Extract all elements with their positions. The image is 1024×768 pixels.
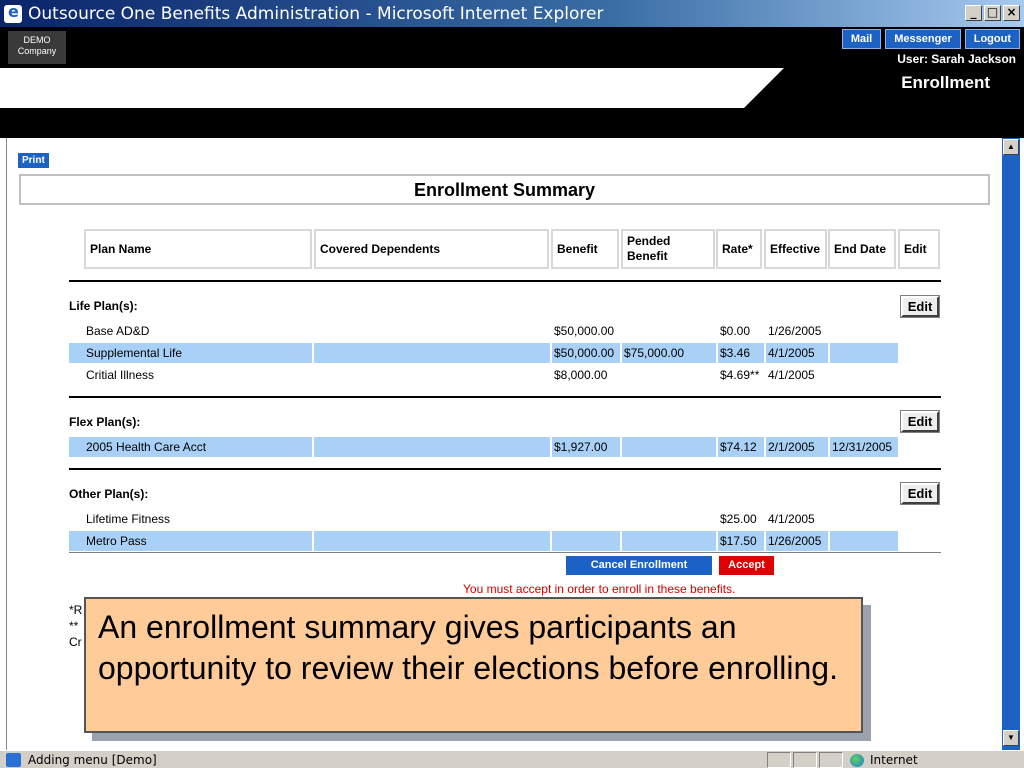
cell-effective: 1/26/2005 <box>768 324 822 338</box>
cell-end-date <box>830 343 898 363</box>
edit-life-button[interactable]: Edit <box>901 296 939 317</box>
cell-effective: 4/1/2005 <box>766 343 828 363</box>
cell-pended-benefit <box>622 437 716 457</box>
cell-rate: $3.46 <box>718 343 764 363</box>
cell-effective: 4/1/2005 <box>768 368 815 382</box>
cell-plan-name: Critial Illness <box>86 368 155 382</box>
header-divider <box>0 108 1024 138</box>
column-header-benefit: Benefit <box>551 229 619 269</box>
cell-benefit <box>552 509 620 529</box>
status-bar <box>0 750 1024 768</box>
close-button[interactable]: × <box>1003 5 1020 21</box>
cell-covered-dependents <box>314 531 550 551</box>
table-row <box>69 365 899 385</box>
section-divider <box>69 396 941 398</box>
cell-rate: $17.50 <box>718 531 764 551</box>
cell-rate: $4.69** <box>720 368 760 382</box>
cell-pended-benefit <box>622 531 716 551</box>
cell-end-date <box>830 365 898 385</box>
section-divider <box>69 468 941 470</box>
window-titlebar <box>0 0 1024 27</box>
cell-benefit: $8,000.00 <box>554 368 608 382</box>
internet-zone-icon <box>850 754 864 767</box>
table-row <box>69 509 899 529</box>
column-header-covered-dependents: Covered Dependents <box>314 229 549 269</box>
cell-plan-name: Lifetime Fitness <box>86 512 171 526</box>
cell-covered-dependents <box>314 365 550 385</box>
status-pane <box>819 752 843 768</box>
scroll-up-icon[interactable]: ▲ <box>1003 139 1019 155</box>
table-row <box>69 321 899 341</box>
logout-button[interactable]: Logout <box>965 29 1020 49</box>
cell-covered-dependents <box>314 343 550 363</box>
company-logo <box>8 31 66 64</box>
section-title: Enrollment <box>901 73 990 92</box>
cell-rate: $0.00 <box>720 324 751 338</box>
footnote-critical-illness: ** <box>69 619 79 633</box>
window-controls <box>965 5 1020 21</box>
cell-covered-dependents <box>314 509 550 529</box>
cell-benefit: $50,000.00 <box>552 343 620 363</box>
cell-rate: $25.00 <box>720 512 757 526</box>
internet-explorer-icon <box>4 5 22 23</box>
table-row <box>69 437 899 457</box>
minimize-button[interactable]: _ <box>965 5 982 21</box>
app-header <box>0 27 1024 68</box>
messenger-button[interactable]: Messenger <box>885 29 960 49</box>
table-bottom-rule <box>69 552 941 553</box>
status-pane <box>793 752 817 768</box>
cell-end-date <box>830 531 898 551</box>
cell-effective: 1/26/2005 <box>766 531 828 551</box>
table-row <box>69 343 899 363</box>
cell-benefit: $1,927.00 <box>552 437 620 457</box>
cell-plan-name: Base AD&D <box>86 324 150 338</box>
footnote-rate: *R <box>69 603 83 617</box>
column-header-effective: Effective <box>764 229 827 269</box>
table-row <box>69 531 899 551</box>
cell-pended-benefit <box>622 321 716 341</box>
edit-flex-button[interactable]: Edit <box>901 411 939 432</box>
accept-warning: You must accept in order to enroll in these benefits. <box>463 582 736 596</box>
cell-end-date: 12/31/2005 <box>830 437 898 457</box>
cancel-enrollment-button[interactable]: Cancel Enrollment <box>566 556 712 575</box>
cell-plan-name: Metro Pass <box>69 531 312 551</box>
column-header-pended-benefit: Pended Benefit <box>621 229 715 269</box>
section-label-flex: Flex Plan(s): <box>69 415 141 429</box>
cell-end-date <box>830 321 898 341</box>
cell-covered-dependents <box>314 437 550 457</box>
footnotes <box>69 602 82 650</box>
column-header-rate: Rate* <box>716 229 762 269</box>
maximize-button[interactable]: □ <box>984 5 1001 21</box>
print-button[interactable]: Print <box>18 153 49 168</box>
cell-end-date <box>830 509 898 529</box>
section-label-life: Life Plan(s): <box>69 299 138 313</box>
accept-button[interactable]: Accept <box>719 556 774 575</box>
zone-label: Internet <box>870 753 918 767</box>
callout-box: An enrollment summary gives participants an opportunity to review their elections before enrolling. <box>84 597 863 733</box>
cell-plan-name: 2005 Health Care Acct <box>69 437 312 457</box>
logo-line2: Company <box>17 46 57 56</box>
cell-plan-name: Supplemental Life <box>69 343 312 363</box>
cell-benefit <box>552 531 620 551</box>
status-text: Adding menu [Demo] <box>28 753 157 767</box>
mail-button[interactable]: Mail <box>842 29 881 49</box>
vertical-scrollbar[interactable] <box>1002 138 1020 750</box>
cell-effective: 4/1/2005 <box>768 512 815 526</box>
status-pane <box>767 752 791 768</box>
section-divider <box>69 280 941 282</box>
section-label-other: Other Plan(s): <box>69 487 149 501</box>
logo-line1: DEMO <box>23 35 51 45</box>
footnote-cr: Cr <box>69 635 82 649</box>
page-title: Enrollment Summary <box>19 174 990 205</box>
scroll-down-icon[interactable]: ▼ <box>1003 730 1019 746</box>
page-icon <box>6 753 21 767</box>
cell-covered-dependents <box>314 321 550 341</box>
column-header-edit: Edit <box>898 229 940 269</box>
cell-effective: 2/1/2005 <box>766 437 828 457</box>
user-label: User: Sarah Jackson <box>897 52 1016 66</box>
cell-pended-benefit <box>622 365 716 385</box>
edit-other-button[interactable]: Edit <box>901 483 939 504</box>
cell-benefit: $50,000.00 <box>554 324 615 338</box>
cell-pended-benefit: $75,000.00 <box>622 343 716 363</box>
window-title: Outsource One Benefits Administration - Microsoft Internet Explorer <box>28 3 604 24</box>
column-header-plan-name: Plan Name <box>84 229 312 269</box>
cell-pended-benefit <box>622 509 716 529</box>
cell-rate: $74.12 <box>718 437 764 457</box>
column-header-end-date: End Date <box>828 229 896 269</box>
header-nav <box>842 29 1020 49</box>
